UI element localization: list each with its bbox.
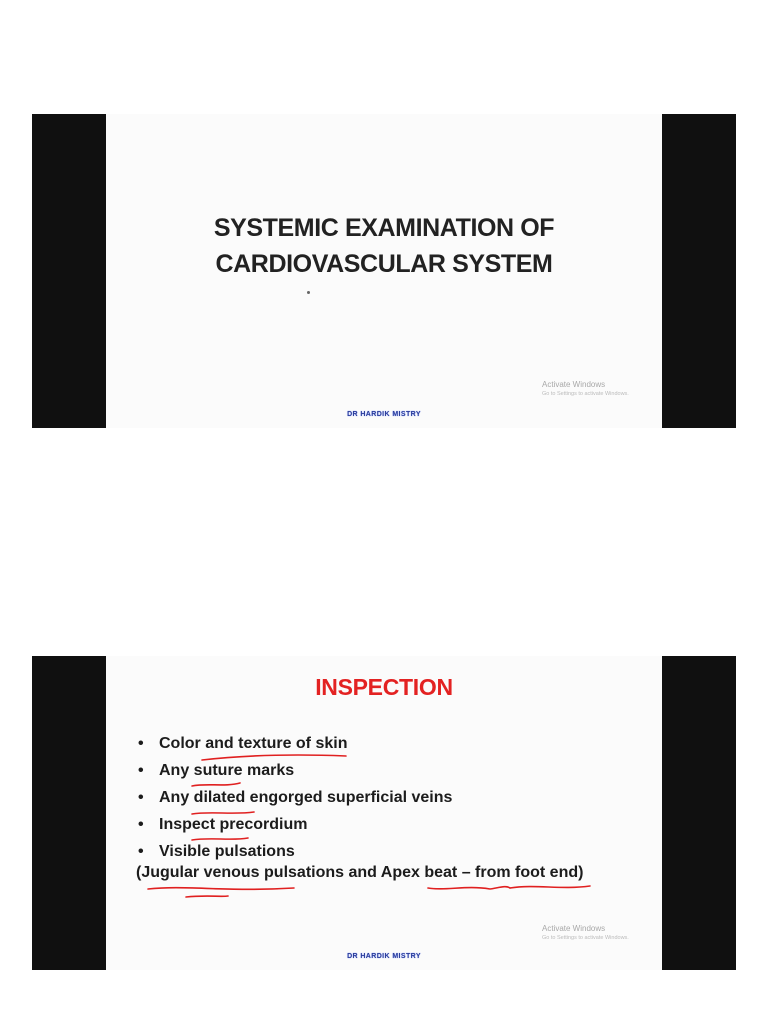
underline-jugular-venous (148, 888, 294, 897)
watermark-line-1: Activate Windows (542, 924, 606, 933)
watermark-line-2: Go to Settings to activate Windows. (542, 391, 629, 397)
list-item-text: Any suture marks (159, 762, 295, 779)
handwritten-underlines (106, 656, 662, 970)
slide-2 (106, 656, 662, 970)
slide-title: INSPECTION (315, 674, 453, 700)
author-logo: DR HARDIK MISTRY (347, 953, 421, 960)
underline-from-foot (510, 886, 590, 888)
slide-1 (106, 114, 662, 428)
bullet-icon: • (138, 762, 144, 779)
stray-dot (307, 291, 310, 294)
title-line-2: CARDIOVASCULAR SYSTEM (215, 250, 553, 278)
title-line-1: SYSTEMIC EXAMINATION OF (213, 214, 555, 242)
list-item-text: Visible pulsations (159, 843, 295, 860)
list-item-text: Any dilated engorged superficial veins (159, 789, 453, 806)
list-item-text: Inspect precordium (159, 816, 308, 833)
list-item-text: Color and texture of skin (159, 735, 348, 752)
underline-and-texture-of (202, 755, 346, 760)
activation-watermark (542, 380, 629, 398)
watermark-line-2: Go to Settings to activate Windows. (542, 935, 629, 941)
underline-apex-beat (428, 887, 510, 889)
underline-suture (192, 783, 240, 786)
bullet-icon: • (138, 843, 144, 860)
slide-frame-2 (32, 656, 736, 970)
watermark-line-1: Activate Windows (542, 380, 606, 389)
author-logo: DR HARDIK MISTRY (347, 411, 421, 418)
slide-title (106, 210, 662, 282)
underline-precordium (192, 838, 248, 840)
activation-watermark (542, 924, 629, 942)
pulsation-note: (Jugular venous pulsations and Apex beat – from foot end) (136, 864, 584, 881)
bullet-icon: • (138, 816, 144, 833)
slide-frame-1 (32, 114, 736, 428)
bullet-icon: • (138, 735, 144, 752)
underline-dilated (192, 812, 254, 814)
bullet-icon: • (138, 789, 144, 806)
